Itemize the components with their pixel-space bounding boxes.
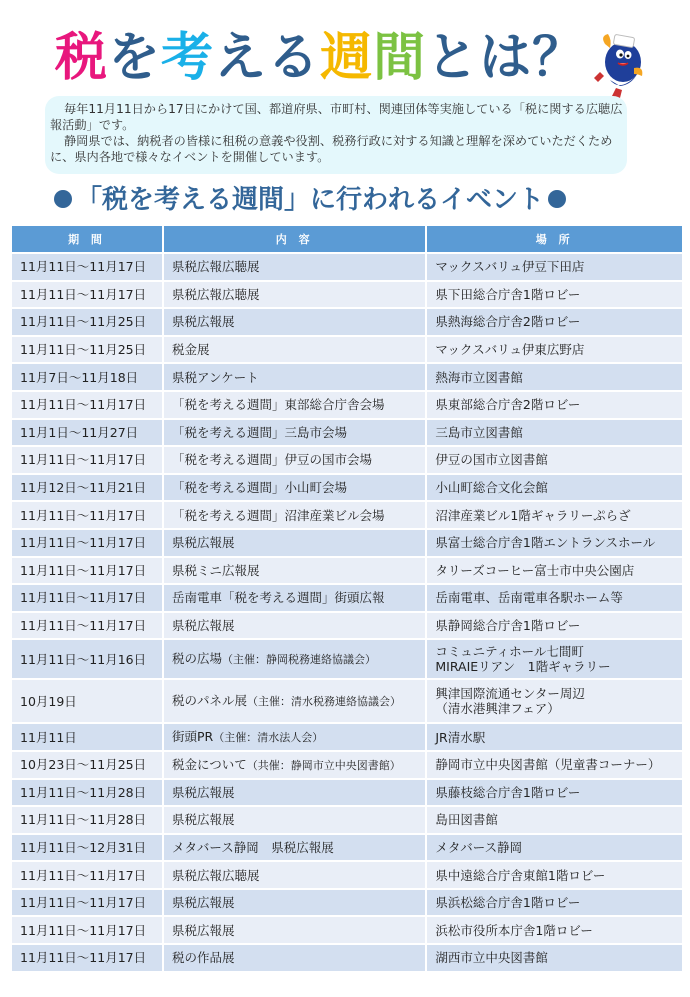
cell-period: 11月11日～11月17日 — [12, 890, 164, 918]
cell-venue: 伊豆の国市立図書館 — [427, 447, 682, 475]
cell-content: 税金展 — [164, 337, 427, 365]
table-row — [12, 254, 682, 282]
table-row — [12, 917, 682, 945]
table-row — [12, 613, 682, 641]
cell-venue: 岳南電車、岳南電車各駅ホーム等 — [427, 585, 682, 613]
cell-content — [164, 752, 427, 780]
cell-period: 11月11日～11月17日 — [12, 254, 164, 282]
table-row — [12, 282, 682, 310]
cell-venue: JR清水駅 — [427, 724, 682, 752]
cell-venue: 島田図書館 — [427, 807, 682, 835]
cell-venue: 三島市立図書館 — [427, 420, 682, 448]
cell-period: 10月19日 — [12, 680, 164, 724]
title-seg-1: を — [108, 28, 162, 88]
cell-content: 県税広報広聴展 — [164, 862, 427, 890]
cell-content — [164, 640, 427, 680]
cell-content: 県税広報展 — [164, 780, 427, 808]
cell-period: 10月23日～11月25日 — [12, 752, 164, 780]
intro-paragraph-1: 毎年11月11日から17日にかけて国、都道府県、市町村、関連団体等実施している「税に関する広聴広報活動」です。 — [50, 102, 623, 132]
cell-period: 11月12日～11月21日 — [12, 475, 164, 503]
cell-content: 「税を考える週間」小山町会場 — [164, 475, 427, 503]
cell-venue: 沼津産業ビル1階ギャラリーぷらざ — [427, 502, 682, 530]
table-row — [12, 807, 682, 835]
content-main: 税の広場 — [171, 651, 222, 667]
table-row — [12, 558, 682, 586]
venue-line-2: MIRAIEリアン 1階ギャラリー — [435, 659, 611, 675]
cell-venue: 県藤枝総合庁舎1階ロビー — [427, 780, 682, 808]
page-title — [0, 22, 690, 94]
title-seg-6: とは？ — [426, 28, 586, 88]
table-row — [12, 680, 682, 724]
cell-venue: 熱海市立図書館 — [427, 364, 682, 392]
cell-content: 岳南電車「税を考える週間」街頭広報 — [164, 585, 427, 613]
table-row — [12, 420, 682, 448]
content-note: （共催：静岡市立中央図書館） — [246, 758, 401, 772]
cell-period: 11月11日～11月16日 — [12, 640, 164, 680]
table-row — [12, 724, 682, 752]
header-content: 内 容 — [164, 226, 427, 254]
cell-period: 11月11日～11月17日 — [12, 558, 164, 586]
cell-venue: 静岡市立中央図書館（児童書コーナー） — [427, 752, 682, 780]
cell-period: 11月7日～11月18日 — [12, 364, 164, 392]
title-seg-0: 税 — [55, 28, 109, 88]
cell-venue: 県中遠総合庁舎東館1階ロビー — [427, 862, 682, 890]
venue-line-1: 興津国際流通センター周辺 — [435, 686, 585, 702]
cell-content: 県税ミニ広報展 — [164, 558, 427, 586]
cell-period: 11月11日～11月17日 — [12, 917, 164, 945]
cell-content: 県税広報展 — [164, 309, 427, 337]
cell-content: 県税アンケート — [164, 364, 427, 392]
table-row — [12, 752, 682, 780]
cell-content: 「税を考える週間」沼津産業ビル会場 — [164, 502, 427, 530]
content-note: （主催：静岡税務連絡協議会） — [221, 653, 376, 667]
title-seg-4: 週 — [320, 28, 374, 88]
cell-content: 県税広報展 — [164, 890, 427, 918]
cell-content: 県税広報展 — [164, 613, 427, 641]
table-row — [12, 475, 682, 503]
cell-content: 県税広報展 — [164, 917, 427, 945]
cell-venue: 県下田総合庁舎1階ロビー — [427, 282, 682, 310]
content-main: 税のパネル展 — [171, 693, 247, 709]
title-seg-2: 考 — [161, 28, 215, 88]
cell-period: 11月11日～11月17日 — [12, 585, 164, 613]
header-period: 期 間 — [12, 226, 164, 254]
table-row — [12, 890, 682, 918]
cell-period: 11月11日～11月17日 — [12, 530, 164, 558]
table-row — [12, 364, 682, 392]
content-main: 街頭PR — [171, 729, 214, 745]
cell-period: 11月11日～11月17日 — [12, 945, 164, 973]
cell-period: 11月11日～11月17日 — [12, 613, 164, 641]
cell-venue: メタバース静岡 — [427, 835, 682, 863]
section-heading — [50, 180, 650, 220]
cell-content: 県税広報展 — [164, 530, 427, 558]
title-seg-5: 間 — [373, 28, 427, 88]
venue-line-1: コミュニティホール七間町 — [435, 644, 584, 660]
intro-paragraph-2: 静岡県では、納税者の皆様に租税の意義や役割、税務行政に対する知識と理解を深めていただくために、県内各地で様々なイベントを開催しています。 — [50, 134, 613, 164]
cell-content: 県税広報広聴展 — [164, 254, 427, 282]
table-row — [12, 530, 682, 558]
content-note: （主催：清水法人会） — [213, 731, 324, 745]
cell-content: 県税広報展 — [164, 807, 427, 835]
cell-venue — [427, 680, 682, 724]
table-row — [12, 337, 682, 365]
content-main: 税金について — [171, 756, 247, 772]
table-row — [12, 585, 682, 613]
table-row — [12, 835, 682, 863]
cell-content — [164, 680, 427, 724]
cell-period: 11月11日～11月28日 — [12, 780, 164, 808]
cell-venue: 県熱海総合庁舎2階ロビー — [427, 309, 682, 337]
table-row — [12, 447, 682, 475]
cell-content: 県税広報広聴展 — [164, 282, 427, 310]
cell-period: 11月11日～11月17日 — [12, 282, 164, 310]
events-table — [12, 226, 682, 973]
cell-period: 11月11日～12月31日 — [12, 835, 164, 863]
cell-content: 「税を考える週間」伊豆の国市会場 — [164, 447, 427, 475]
table-row — [12, 640, 682, 680]
cell-period: 11月1日～11月27日 — [12, 420, 164, 448]
cell-period: 11月11日～11月25日 — [12, 337, 164, 365]
cell-venue: 県富士総合庁舎1階エントランスホール — [427, 530, 682, 558]
cell-venue: 浜松市役所本庁舎1階ロビー — [427, 917, 682, 945]
cell-period: 11月11日～11月17日 — [12, 862, 164, 890]
venue-line-2: （清水港興津フェア） — [435, 701, 560, 717]
cell-period: 11月11日～11月17日 — [12, 447, 164, 475]
cell-period: 11月11日～11月28日 — [12, 807, 164, 835]
intro-box — [45, 96, 627, 174]
section-heading-text: 「税を考える週間」に行われるイベント — [76, 185, 545, 215]
cell-venue: 県静岡総合庁舎1階ロビー — [427, 613, 682, 641]
table-row — [12, 862, 682, 890]
title-heading — [55, 28, 585, 88]
table-row — [12, 502, 682, 530]
cell-content: 「税を考える週間」東部総合庁舎会場 — [164, 392, 427, 420]
cell-venue: 小山町総合文化会館 — [427, 475, 682, 503]
cell-venue: マックスバリュ伊東広野店 — [427, 337, 682, 365]
mascot-icon — [590, 30, 652, 100]
cell-venue: 県東部総合庁舎2階ロビー — [427, 392, 682, 420]
content-note: （主催：清水税務連絡協議会） — [246, 695, 401, 709]
cell-venue — [427, 640, 682, 680]
cell-venue: タリーズコーヒー富士市中央公園店 — [427, 558, 682, 586]
cell-content: 「税を考える週間」三島市会場 — [164, 420, 427, 448]
cell-venue: マックスバリュ伊豆下田店 — [427, 254, 682, 282]
cell-venue: 湖西市立中央図書館 — [427, 945, 682, 973]
cell-period: 11月11日～11月25日 — [12, 309, 164, 337]
header-venue: 場 所 — [427, 226, 682, 254]
table-row — [12, 309, 682, 337]
title-seg-3: える — [214, 28, 321, 88]
table-header-row — [12, 226, 682, 254]
table-row — [12, 392, 682, 420]
bullet-dot-icon — [54, 190, 72, 208]
cell-content: メタバース静岡 県税広報展 — [164, 835, 427, 863]
cell-period: 11月11日～11月17日 — [12, 502, 164, 530]
cell-content: 税の作品展 — [164, 945, 427, 973]
cell-content — [164, 724, 427, 752]
table-row — [12, 945, 682, 973]
cell-venue: 県浜松総合庁舎1階ロビー — [427, 890, 682, 918]
cell-period: 11月11日～11月17日 — [12, 392, 164, 420]
table-row — [12, 780, 682, 808]
cell-period: 11月11日 — [12, 724, 164, 752]
bullet-dot-icon — [548, 190, 566, 208]
